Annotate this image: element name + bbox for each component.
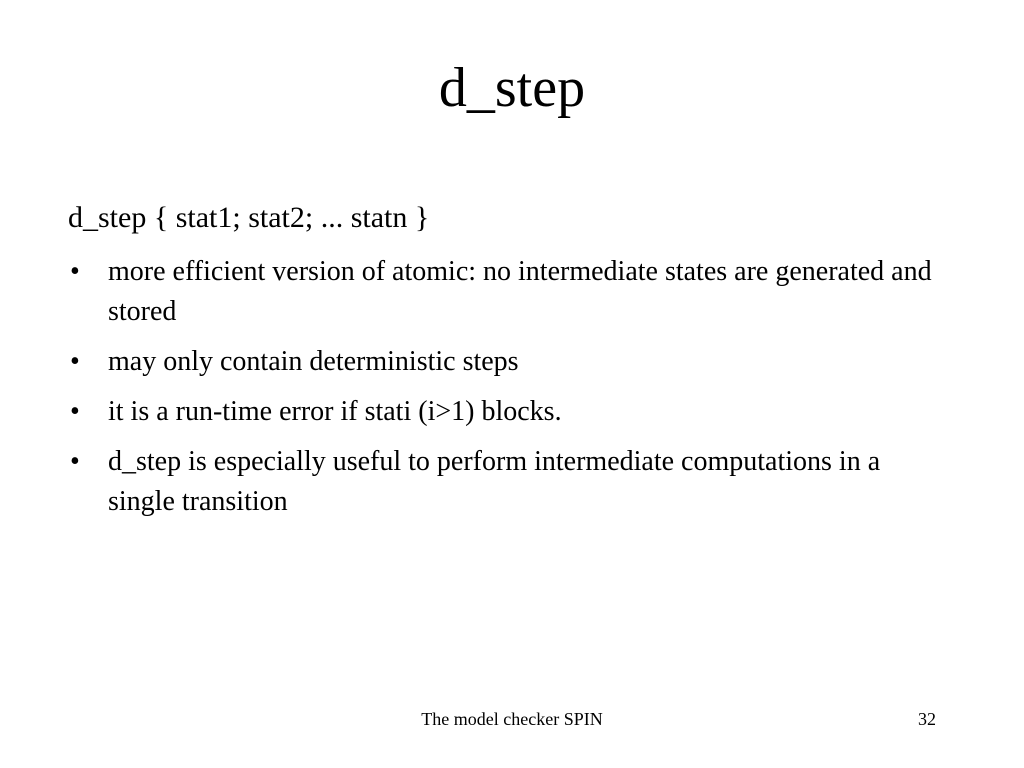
bullet-icon: • <box>70 346 80 377</box>
bullet-item <box>68 252 948 332</box>
bullet-text: may only contain deterministic steps <box>108 346 519 377</box>
bullet-text: d_step is especially useful to perform intermediate computations in a single transition <box>108 446 881 517</box>
bullet-text: it is a run-time error if stati (i>1) blocks. <box>108 396 562 427</box>
bullet-item <box>68 342 948 382</box>
slide-title: d_step <box>438 57 586 119</box>
bullet-text: more efficient version of atomic: no intermediate states are generated and stored <box>108 256 932 327</box>
bullet-icon: • <box>70 256 80 287</box>
page-number: 32 <box>918 709 936 729</box>
syntax-line: d_step { stat1; stat2; ... statn } <box>68 201 430 234</box>
bullet-icon: • <box>70 396 80 427</box>
bullet-item <box>68 442 948 522</box>
footer-title: The model checker SPIN <box>421 709 603 729</box>
bullet-list <box>68 252 948 532</box>
bullet-item <box>68 392 948 432</box>
bullet-icon: • <box>70 446 80 477</box>
